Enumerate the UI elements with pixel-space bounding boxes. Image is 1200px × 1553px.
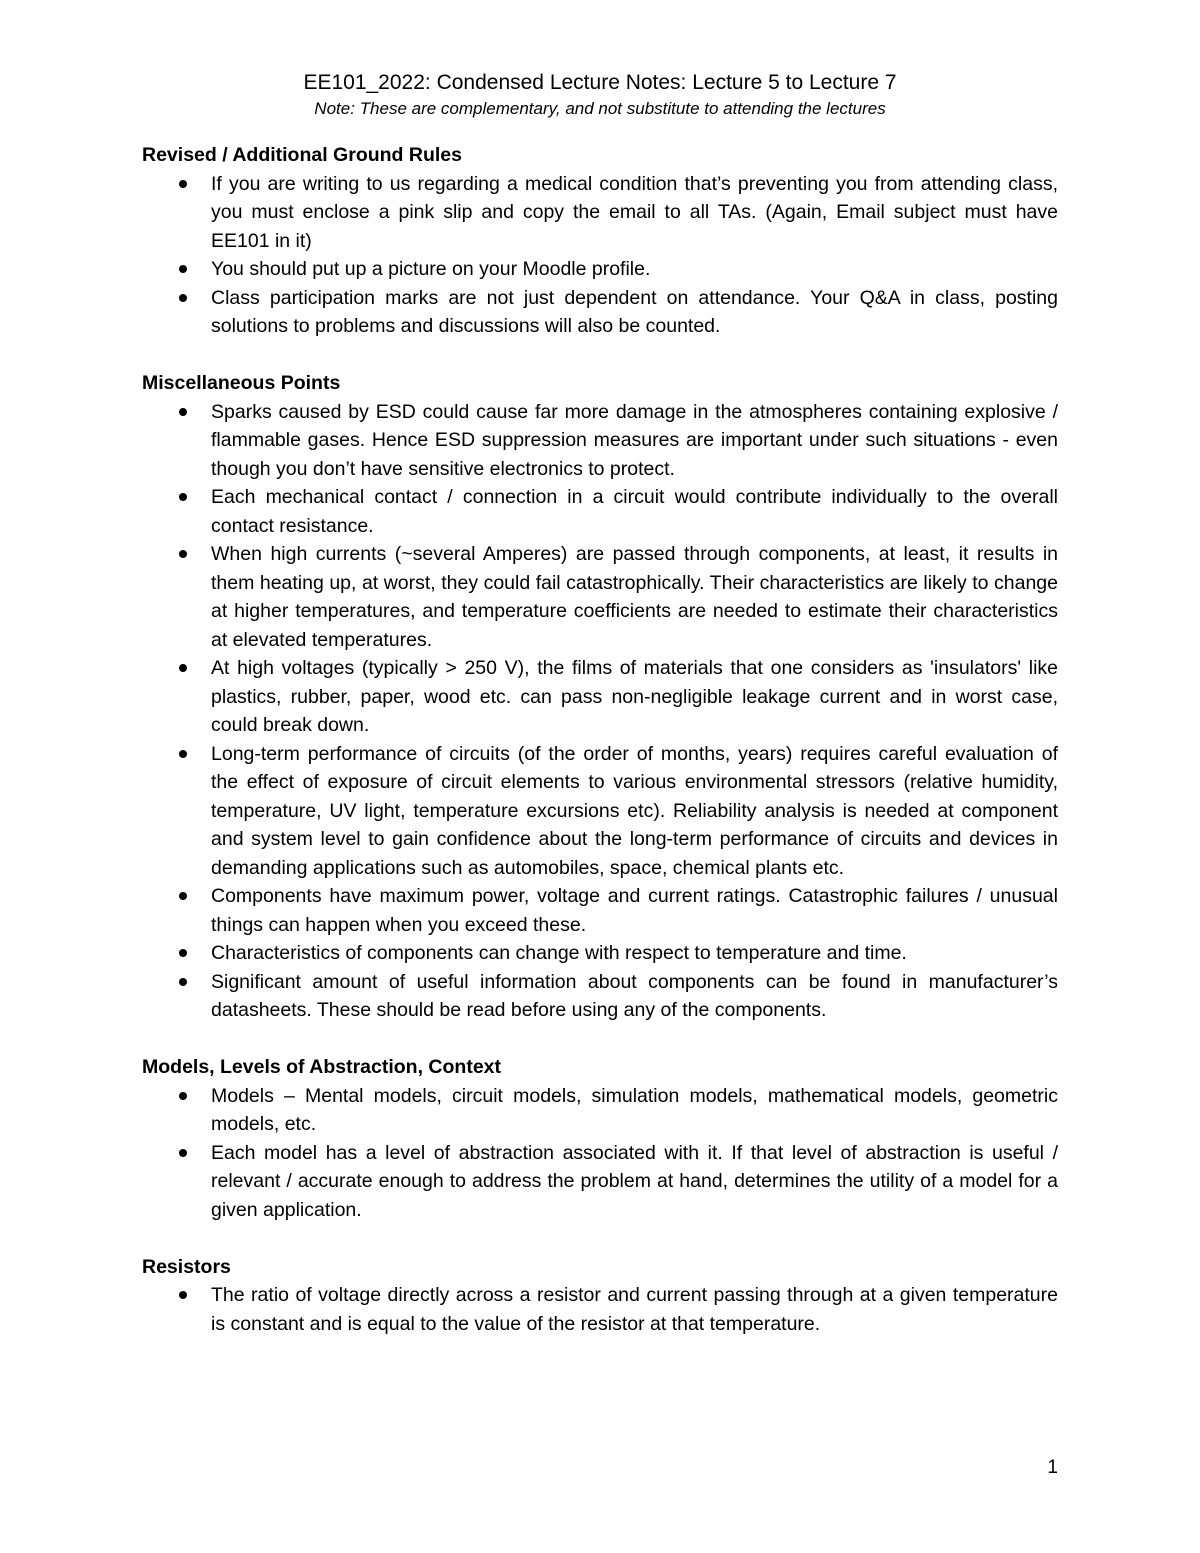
bullet-icon [179, 550, 187, 558]
section-heading: Resistors [142, 1255, 231, 1278]
list-item [142, 284, 1058, 341]
bullet-icon [179, 493, 187, 501]
page-number: 1 [1047, 1457, 1058, 1478]
bullet-icon [179, 265, 187, 273]
list-item-text: Characteristics of components can change with respect to temperature and time. [211, 942, 907, 964]
list-item [142, 882, 1058, 939]
list-item [142, 740, 1058, 883]
section-miscellaneous [142, 369, 1058, 1025]
list-item [142, 1281, 1058, 1338]
list-item-text: Models – Mental models, circuit models, simulation models, mathematical models, geometric models, etc. [211, 1084, 1058, 1135]
list-item-text: Long-term performance of circuits (of the order of months, years) requires careful evaluation of the effect of exposure of circuit elements to various environmental stressors (relative humidity, temperature, UV light, temperature excursions etc). Reliability analysis is needed at component and system level to gain confidence about the long-term performance of circuits and devices in demanding applications such as automobiles, space, chemical plants etc. [211, 742, 1058, 879]
list-item-text: At high voltages (typically > 250 V), the films of materials that one considers as 'insulators' like plastics, rubber, paper, wood etc. can pass non-negligible leakage current and in worst case, could break down. [211, 657, 1058, 736]
list-item-text: Class participation marks are not just dependent on attendance. Your Q&A in class, posting solutions to problems and discussions will also be counted. [211, 286, 1058, 337]
list-item [142, 968, 1058, 1025]
list-item-text: You should put up a picture on your Moodle profile. [211, 258, 651, 280]
bullet-icon [179, 664, 187, 672]
document-body [142, 141, 1058, 1367]
list-item-text: The ratio of voltage directly across a resistor and current passing through at a given temperature is constant and is equal to the value of the resistor at that temperature. [211, 1284, 1058, 1335]
list-item-text: Sparks caused by ESD could cause far more damage in the atmospheres containing explosive / flammable gases. Hence ESD suppression measures are important under such situations - even though you don’t have sensitive electronics to protect. [211, 400, 1058, 480]
list-item [142, 483, 1058, 540]
bullet-list [142, 398, 1058, 1025]
list-item-text: Components have maximum power, voltage and current ratings. Catastrophic failures / unusual things can happen when you exceed these. [211, 885, 1058, 936]
bullet-icon [179, 408, 187, 416]
bullet-list [142, 170, 1058, 341]
list-item [142, 939, 1058, 968]
list-item [142, 654, 1058, 740]
list-item [142, 170, 1058, 256]
list-item [142, 1082, 1058, 1139]
section-models [142, 1053, 1058, 1224]
document-subtitle: Note: These are complementary, and not substitute to attending the lectures [314, 99, 886, 118]
document-title: EE101_2022: Condensed Lecture Notes: Lecture 5 to Lecture 7 [303, 71, 897, 94]
list-item-text: Each model has a level of abstraction associated with it. If that level of abstraction is useful / relevant / accurate enough to address the problem at hand, determines the utility of a model for a given application. [211, 1141, 1058, 1221]
list-item [142, 540, 1058, 654]
list-item-text: Each mechanical contact / connection in a circuit would contribute individually to the overall contact resistance. [211, 486, 1058, 537]
bullet-icon [179, 294, 187, 302]
section-ground-rules [142, 141, 1058, 341]
bullet-icon [179, 750, 187, 758]
bullet-icon [179, 892, 187, 900]
bullet-icon [179, 1092, 187, 1100]
list-item [142, 255, 1058, 284]
list-item-text: Significant amount of useful information about components can be found in manufacturer’s datasheets. These should be read before using any of the components. [211, 970, 1058, 1021]
section-resistors [142, 1253, 1058, 1339]
list-item [142, 1139, 1058, 1225]
section-heading: Revised / Additional Ground Rules [142, 144, 462, 166]
bullet-list [142, 1281, 1058, 1338]
bullet-icon [179, 1291, 187, 1299]
list-item-text: If you are writing to us regarding a medical condition that’s preventing you from attending class, you must enclose a pink slip and copy the email to all TAs. (Again, Email subject must have EE101 in it) [211, 172, 1058, 252]
bullet-icon [179, 1149, 187, 1157]
list-item-text: When high currents (~several Amperes) are passed through components, at least, it results in them heating up, at worst, they could fail catastrophically. Their characteristics are likely to change at higher temperatures, and temperature coefficients are needed to estimate their characteristics at elevated temperatures. [211, 543, 1058, 651]
bullet-list [142, 1082, 1058, 1225]
list-item [142, 398, 1058, 484]
section-heading: Models, Levels of Abstraction, Context [142, 1056, 501, 1078]
section-heading: Miscellaneous Points [142, 372, 341, 394]
bullet-icon [179, 978, 187, 986]
bullet-icon [179, 949, 187, 957]
bullet-icon [179, 180, 187, 188]
